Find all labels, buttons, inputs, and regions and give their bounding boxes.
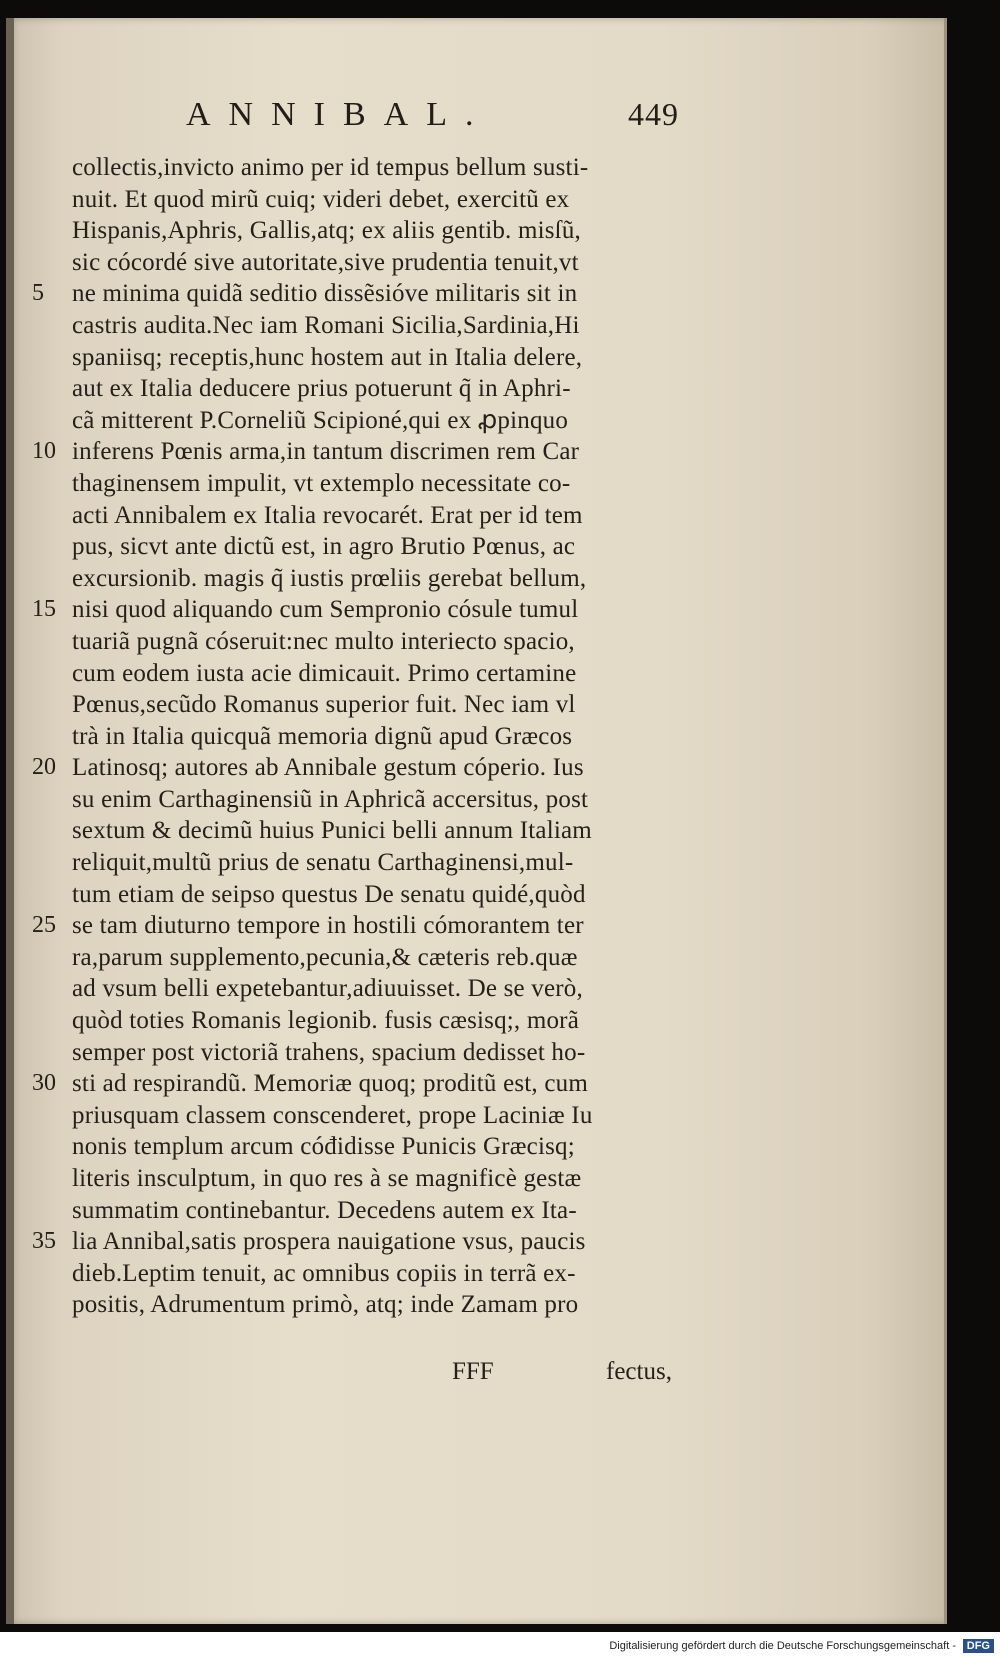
line-text: Latinosq; autores ab Annibale gestum cóperio. Ius bbox=[72, 754, 584, 782]
text-line bbox=[6, 1163, 944, 1195]
text-line bbox=[6, 658, 944, 690]
line-text: su enim Carthaginensiũ in Aphricã accersitus, post bbox=[72, 785, 589, 813]
line-text: se tam diuturno tempore in hostili cómorantem ter bbox=[72, 912, 584, 940]
line-text: thaginensem impulit, vt extemplo necessitate co- bbox=[72, 469, 571, 497]
text-block bbox=[6, 152, 944, 1321]
line-text: priusquam classem conscenderet, prope Laciniæ Iu bbox=[72, 1101, 593, 1129]
dfg-logo: DFG bbox=[963, 1639, 994, 1653]
line-text: aut ex Italia deducere prius potuerunt q̃ in Aphri- bbox=[72, 375, 571, 403]
text-line bbox=[6, 1037, 944, 1069]
line-text: sti ad respirandũ. Memoriæ quoq; proditũ est, cum bbox=[72, 1070, 588, 1098]
line-number: 5 bbox=[32, 280, 44, 307]
text-line bbox=[6, 1258, 944, 1290]
line-text: nisi quod aliquando cum Sempronio cósule tumul bbox=[72, 596, 579, 624]
line-text: positis, Adrumentum primò, atq; inde Zamam pro bbox=[72, 1291, 579, 1319]
text-line bbox=[6, 342, 944, 374]
text-line bbox=[6, 973, 944, 1005]
text-line bbox=[6, 468, 944, 500]
line-text: quòd toties Romanis legionib. fusis cæsisq;, morã bbox=[72, 1007, 580, 1035]
line-text: ad vsum belli expetebantur,adiuuisset. De se verò, bbox=[72, 975, 583, 1003]
line-number: 15 bbox=[32, 596, 56, 623]
text-line bbox=[6, 594, 944, 626]
line-text: Hispanis,Aphris, Gallis,atq; ex aliis gentib. misſũ, bbox=[72, 217, 581, 245]
line-text: reliquit,multũ prius de senatu Carthaginensi,mul- bbox=[72, 849, 574, 877]
line-text: ra,parum supplemento,pecunia,& cæteris reb.quæ bbox=[72, 943, 578, 971]
text-line bbox=[6, 815, 944, 847]
text-line bbox=[6, 436, 944, 468]
text-line bbox=[6, 373, 944, 405]
text-line bbox=[6, 152, 944, 184]
text-line bbox=[6, 847, 944, 879]
text-line bbox=[6, 310, 944, 342]
text-line bbox=[6, 1195, 944, 1227]
line-text: dieb.Leptim tenuit, ac omnibus copiis in terrã ex- bbox=[72, 1259, 576, 1287]
text-line bbox=[6, 1068, 944, 1100]
text-line bbox=[6, 721, 944, 753]
line-text: lia Annibal,satis prospera nauigatione vsus, paucis bbox=[72, 1228, 586, 1256]
line-number: 35 bbox=[32, 1228, 56, 1255]
text-line bbox=[6, 500, 944, 532]
line-text: nonis templum arcum cóđidisse Punicis Græcisq; bbox=[72, 1133, 575, 1161]
text-line bbox=[6, 1226, 944, 1258]
text-line bbox=[6, 1131, 944, 1163]
footer-bar bbox=[0, 1632, 1000, 1656]
book-page bbox=[6, 18, 947, 1624]
text-line bbox=[6, 278, 944, 310]
line-text: Pœnus,secũdo Romanus superior fuit. Nec iam vl bbox=[72, 691, 576, 719]
line-text: ne minima quidã seditio dissẽsióve militaris sit in bbox=[72, 280, 578, 308]
line-text: summatim continebantur. Decedens autem ex Ita- bbox=[72, 1196, 577, 1224]
line-text: excursionib. magis q̃ iustis prœliis gerebat bellum, bbox=[72, 564, 587, 592]
line-text: nuit. Et quod mirũ cuiq; videri debet, exercitũ ex bbox=[72, 185, 570, 213]
line-text: sextum & decimũ huius Punici belli annum Italiam bbox=[72, 817, 592, 845]
line-number: 25 bbox=[32, 912, 56, 939]
text-line bbox=[6, 689, 944, 721]
text-line bbox=[6, 247, 944, 279]
text-line bbox=[6, 626, 944, 658]
line-text: acti Annibalem ex Italia revocarét. Erat per id tem bbox=[72, 501, 583, 529]
text-line bbox=[6, 1289, 944, 1321]
text-line bbox=[6, 942, 944, 974]
line-text: castris audita.Nec iam Romani Sicilia,Sardinia,Hi bbox=[72, 311, 580, 339]
line-text: spaniisq; receptis,hunc hostem aut in Italia delere, bbox=[72, 343, 583, 371]
text-line bbox=[6, 184, 944, 216]
signature-mark: FFF bbox=[452, 1358, 494, 1385]
line-text: tum etiam de seipso questus De senatu quidé,quòd bbox=[72, 880, 586, 908]
text-line bbox=[6, 879, 944, 911]
text-line bbox=[6, 531, 944, 563]
line-text: sic cócordé sive autoritate,sive prudentia tenuit,vt bbox=[72, 248, 579, 276]
line-text: tuariã pugnã cóseruit:nec multo interiecto spacio, bbox=[72, 627, 575, 655]
text-line bbox=[6, 910, 944, 942]
line-text: cum eodem iusta acie dimicauit. Primo certamine bbox=[72, 659, 577, 687]
line-text: trà in Italia quicquã memoria dignũ apud Græcos bbox=[72, 722, 573, 750]
line-text: literis insculptum, in quo res à se magnificè gestæ bbox=[72, 1165, 582, 1192]
line-number: 20 bbox=[32, 754, 56, 781]
running-head: ANNIBAL. bbox=[186, 96, 492, 133]
line-text: semper post victoriã trahens, spacium dedisset ho- bbox=[72, 1038, 586, 1066]
line-text: collectis,invicto animo per id tempus bellum susti- bbox=[72, 154, 589, 181]
line-text: cã mitterent P.Corneliũ Scipioné,qui ex ꝓpinquo bbox=[72, 406, 569, 434]
text-line bbox=[6, 405, 944, 437]
text-line bbox=[6, 563, 944, 595]
line-number: 10 bbox=[32, 438, 56, 465]
footer-credit: Digitalisierung gefördert durch die Deutsche Forschungsgemeinschaft - bbox=[609, 1640, 956, 1652]
text-line bbox=[6, 215, 944, 247]
text-line bbox=[6, 752, 944, 784]
text-line bbox=[6, 1005, 944, 1037]
page-foot bbox=[6, 1358, 944, 1388]
page-number: 449 bbox=[628, 96, 679, 132]
line-text: inferens Pœnis arma,in tantum discrimen rem Car bbox=[72, 438, 580, 466]
text-line bbox=[6, 1100, 944, 1132]
line-text: pus, sicvt ante dictũ est, in agro Brutio Pœnus, ac bbox=[72, 533, 576, 561]
line-number: 30 bbox=[32, 1070, 56, 1097]
text-line bbox=[6, 784, 944, 816]
catchword: fectus, bbox=[606, 1358, 672, 1385]
